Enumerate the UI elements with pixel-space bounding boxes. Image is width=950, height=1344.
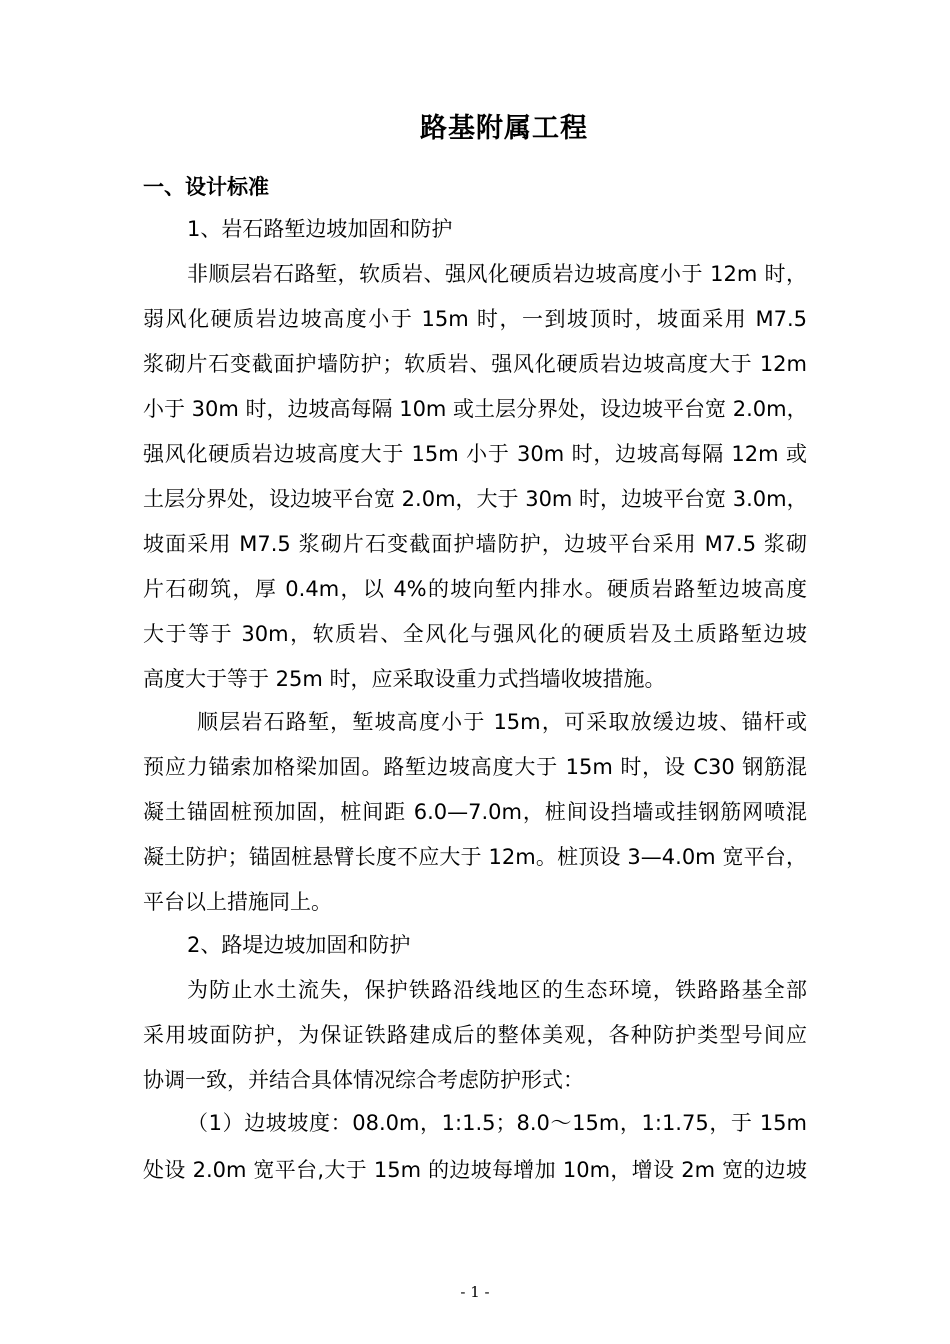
paragraph-line: 片石砌筑，厚 0.4m，以 4%的坡向堑内排水。硬质岩路堑边坡高度 xyxy=(143,577,807,601)
paragraph-line: 凝土锚固桩预加固，桩间距 6.0—7.0m，桩间设挡墙或挂钢筋网喷混 xyxy=(143,800,807,824)
paragraph-line: 小于 30m 时，边坡高每隔 10m 或土层分界处，设边坡平台宽 2.0m， xyxy=(143,397,808,421)
section-heading: 一、设计标准 xyxy=(143,175,269,199)
subheading-rock-cutting: 1、岩石路堑边坡加固和防护 xyxy=(187,217,453,241)
paragraph-line: （1）边坡坡度：08.0m，1:1.5；8.0～15m，1:1.75，于 15m xyxy=(187,1111,807,1135)
paragraph-line: 坡面采用 M7.5 浆砌片石变截面护墙防护，边坡平台采用 M7.5 浆砌 xyxy=(143,532,807,556)
page-number: - 1 - xyxy=(460,1283,490,1301)
paragraph-line: 大于等于 30m，软质岩、全风化与强风化的硬质岩及土质路堑边坡 xyxy=(143,622,807,646)
paragraph-line: 处设 2.0m 宽平台,大于 15m 的边坡每增加 10m，增设 2m 宽的边坡 xyxy=(143,1158,807,1182)
paragraph-line: 凝土防护；锚固桩悬臂长度不应大于 12m。桩顶设 3—4.0m 宽平台， xyxy=(143,845,807,869)
paragraph-line: 非顺层岩石路堑，软质岩、强风化硬质岩边坡高度小于 12m 时， xyxy=(187,262,807,286)
paragraph-line: 高度大于等于 25m 时，应采取设重力式挡墙收坡措施。 xyxy=(143,667,666,691)
paragraph-line: 浆砌片石变截面护墙防护；软质岩、强风化硬质岩边坡高度大于 12m xyxy=(143,352,807,376)
subheading-embankment: 2、路堤边坡加固和防护 xyxy=(187,933,411,957)
paragraph-line: 弱风化硬质岩边坡高度小于 15m 时，一到坡顶时，坡面采用 M7.5 xyxy=(143,307,807,331)
paragraph-line: 预应力锚索加格梁加固。路堑边坡高度大于 15m 时，设 C30 钢筋混 xyxy=(143,755,807,779)
paragraph-line: 平台以上措施同上。 xyxy=(143,890,332,914)
page-title: 路基附属工程 xyxy=(420,113,588,144)
paragraph-line: 为防止水土流失，保护铁路沿线地区的生态环境，铁路路基全部 xyxy=(187,978,807,1002)
paragraph-line: 土层分界处，设边坡平台宽 2.0m，大于 30m 时，边坡平台宽 3.0m， xyxy=(143,487,808,511)
paragraph-line: 采用坡面防护，为保证铁路建成后的整体美观，各种防护类型号间应 xyxy=(143,1023,807,1047)
paragraph-line: 协调一致，并结合具体情况综合考虑防护形式： xyxy=(143,1068,584,1092)
paragraph-line: 强风化硬质岩边坡高度大于 15m 小于 30m 时，边坡高每隔 12m 或 xyxy=(143,442,807,466)
paragraph-line: 顺层岩石路堑，堑坡高度小于 15m，可采取放缓边坡、锚杆或 xyxy=(197,710,807,734)
